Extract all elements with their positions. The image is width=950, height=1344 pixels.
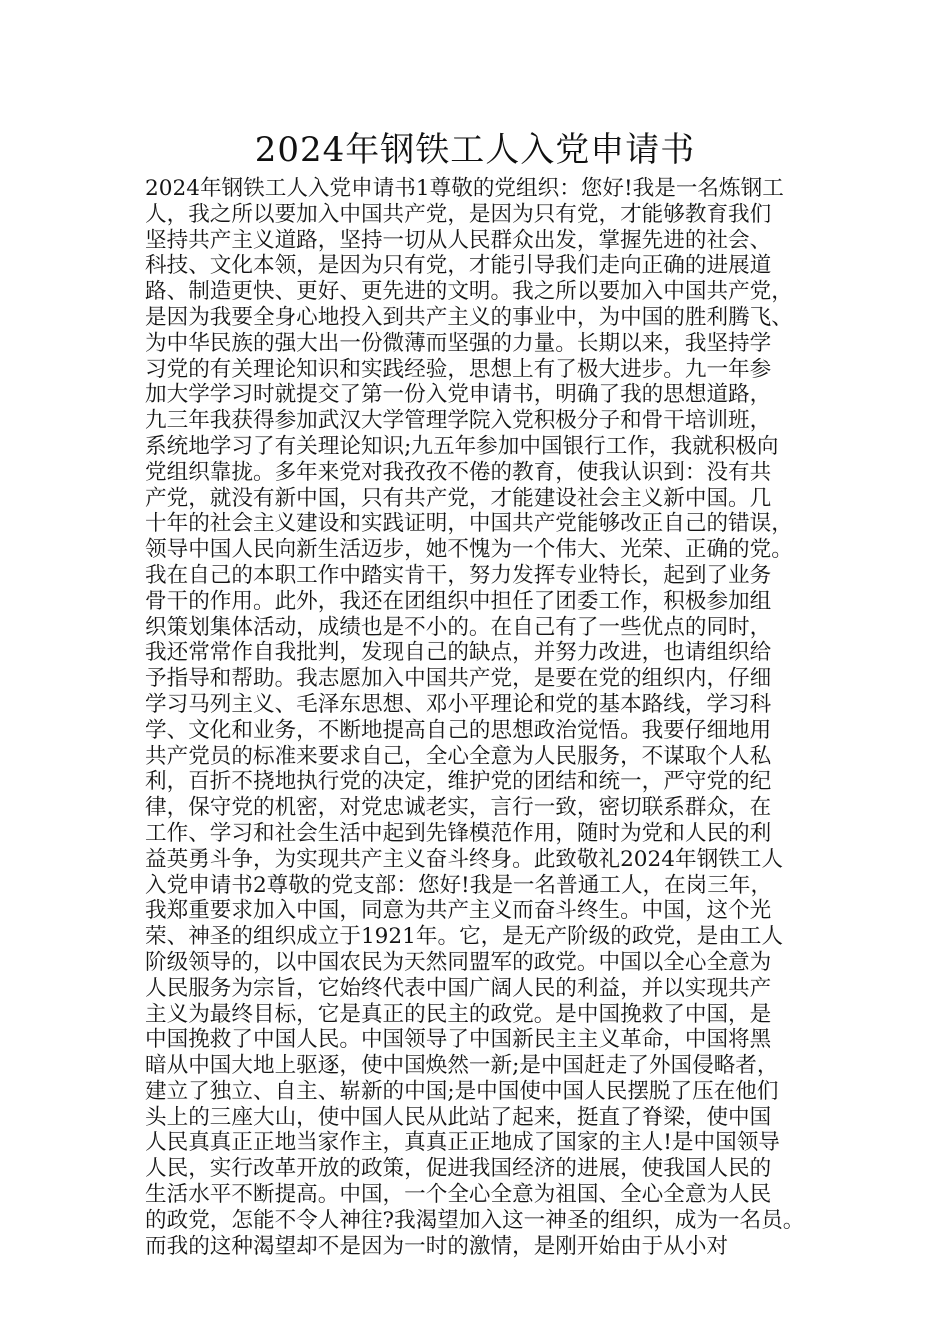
body-text-line: 阶级领导的，以中国农民为天然同盟军的政党。中国以全心全意为 xyxy=(145,949,772,975)
body-text-line: 建立了独立、自主、崭新的中国;是中国使中国人民摆脱了压在他们 xyxy=(145,1078,779,1104)
body-text-line: 路、制造更快、更好、更先进的文明。我之所以要加入中国共产党， xyxy=(145,279,793,305)
body-text-line: 人，我之所以要加入中国共产党，是因为只有党，才能够教育我们 xyxy=(145,201,772,227)
body-text-line: 习党的有关理论知识和实践经验，思想上有了极大进步。九一年参 xyxy=(145,356,772,382)
body-text-line: 工作、学习和社会生活中起到先锋模范作用，随时为党和人民的利 xyxy=(145,820,772,846)
body-text-line: 荣、神圣的组织成立于1921年。它，是无产阶级的政党，是由工人 xyxy=(145,924,783,950)
body-text-line: 领导中国人民向新生活迈步，她不愧为一个伟大、光荣、正确的党。 xyxy=(145,537,793,563)
body-text-line: 律，保守党的机密，对党忠诚老实，言行一致，密切联系群众，在 xyxy=(145,795,772,821)
body-text-line: 是因为我要全身心地投入到共产主义的事业中，为中国的胜利腾飞、 xyxy=(145,304,793,330)
document-body xyxy=(145,176,827,1259)
body-text-line: 入党申请书2尊敬的党支部：您好!我是一名普通工人，在岗三年， xyxy=(145,872,773,898)
body-text-line: 九三年我获得参加武汉大学管理学院入党积极分子和骨干培训班， xyxy=(145,408,772,434)
body-text-line: 而我的这种渴望却不是因为一时的激情，是刚开始由于从小对 xyxy=(145,1233,729,1259)
body-text-line: 我在自己的本职工作中踏实肯干，努力发挥专业特长，起到了业务 xyxy=(145,562,772,588)
body-text-line: 加大学学习时就提交了第一份入党申请书，明确了我的思想道路， xyxy=(145,382,772,408)
body-text-line: 2024年钢铁工人入党申请书1尊敬的党组织：您好!我是一名炼钢工 xyxy=(145,176,784,201)
body-text-line: 利，百折不挠地执行党的决定，维护党的团结和统一，严守党的纪 xyxy=(145,769,772,795)
body-text-line: 织策划集体活动，成绩也是不小的。在自己有了一些优点的同时， xyxy=(145,614,772,640)
body-text-line: 我还常常作自我批判，发现自己的缺点，并努力改进，也请组织给 xyxy=(145,640,772,666)
body-text-line: 我郑重要求加入中国，同意为共产主义而奋斗终生。中国，这个光 xyxy=(145,898,772,924)
body-text-line: 生活水平不断提高。中国，一个全心全意为祖国、全心全意为人民 xyxy=(145,1182,772,1208)
body-text-line: 学习马列主义、毛泽东思想、邓小平理论和党的基本路线，学习科 xyxy=(145,691,772,717)
body-text-line: 暗从中国大地上驱逐，使中国焕然一新;是中国赶走了外国侵略者， xyxy=(145,1053,779,1079)
body-text-line: 的政党，怎能不令人神往?我渴望加入这一神圣的组织，成为一名员。 xyxy=(145,1207,805,1233)
body-text-line: 益英勇斗争，为实现共产主义奋斗终身。此致敬礼2024年钢铁工人 xyxy=(145,846,783,872)
body-text-line: 学、文化和业务，不断地提高自己的思想政治觉悟。我要仔细地用 xyxy=(145,717,772,743)
body-text-line: 为中华民族的强大出一份微薄而坚强的力量。长期以来，我坚持学 xyxy=(145,330,772,356)
body-text-line: 党组织靠拢。多年来党对我孜孜不倦的教育，使我认识到：没有共 xyxy=(145,459,772,485)
body-text-line: 坚持共产主义道路，坚持一切从人民群众出发，掌握先进的社会、 xyxy=(145,227,772,253)
body-text-line: 骨干的作用。此外，我还在团组织中担任了团委工作，积极参加组 xyxy=(145,588,772,614)
body-text-line: 人民服务为宗旨，它始终代表中国广阔人民的利益，并以实现共产 xyxy=(145,975,772,1001)
body-text-line: 系统地学习了有关理论知识;九五年参加中国银行工作，我就积极向 xyxy=(145,433,779,459)
body-text-line: 头上的三座大山，使中国人民从此站了起来，挺直了脊梁，使中国 xyxy=(145,1104,772,1130)
body-text-line: 十年的社会主义建设和实践证明，中国共产党能够改正自己的错误， xyxy=(145,511,793,537)
body-text-line: 科技、文化本领，是因为只有党，才能引导我们走向正确的进展道 xyxy=(145,253,772,279)
body-text-line: 予指导和帮助。我志愿加入中国共产党，是要在党的组织内，仔细 xyxy=(145,666,772,692)
body-text-line: 产党，就没有新中国，只有共产党，才能建设社会主义新中国。几 xyxy=(145,485,772,511)
body-text-line: 主义为最终目标，它是真正的民主的政党。是中国挽救了中国，是 xyxy=(145,1001,772,1027)
body-text-line: 人民真真正正地当家作主，真真正正地成了国家的主人!是中国领导 xyxy=(145,1130,780,1156)
body-text-line: 人民，实行改革开放的政策，促进我国经济的进展，使我国人民的 xyxy=(145,1156,772,1182)
document-title: 2024年钢铁工人入党申请书 xyxy=(254,130,696,170)
body-text-line: 共产党员的标准来要求自己，全心全意为人民服务，不谋取个人私 xyxy=(145,743,772,769)
body-text-line: 中国挽救了中国人民。中国领导了中国新民主主义革命，中国将黑 xyxy=(145,1027,772,1053)
